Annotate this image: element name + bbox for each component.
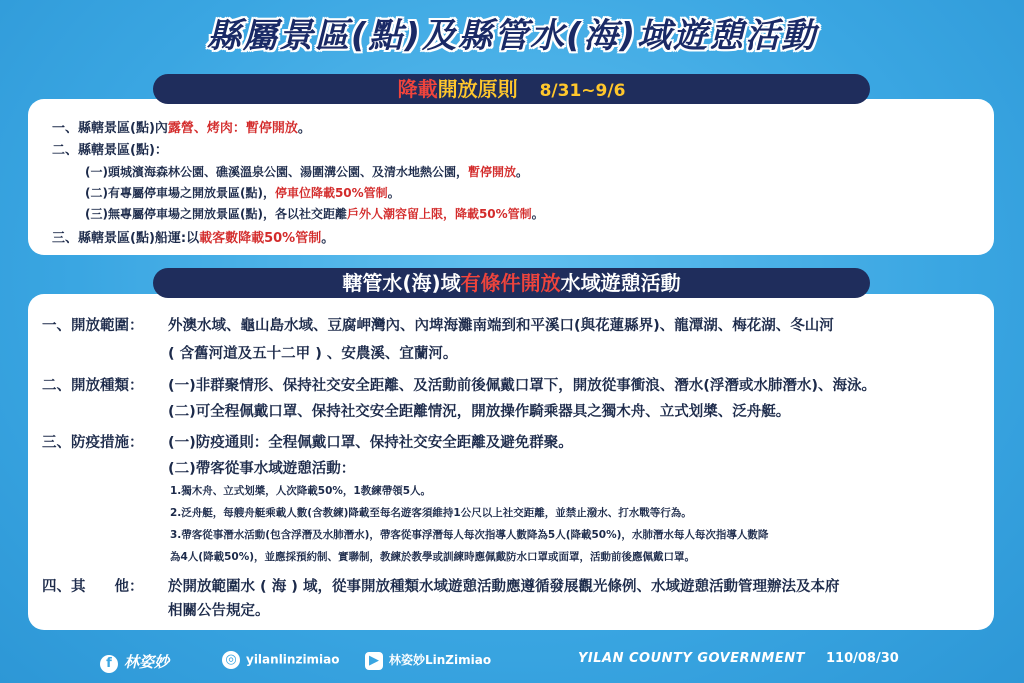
s1-item-2b: (二)有專屬停車場之開放景區(點)，停車位降載50%管制。 [85, 186, 400, 200]
footer-date: 110/08/30 [826, 651, 899, 666]
s1-item-2: 二、縣轄景區(點)： [52, 143, 168, 158]
section2-header: 轄管水(海)域有條件開放水域遊憩活動 [153, 268, 870, 298]
s2-measures-item1: 1.獨木舟、立式划槳，人次降載50%，1教練帶領5人。 [170, 485, 432, 497]
instagram-icon: ◎ [222, 651, 240, 669]
footer [0, 641, 1024, 683]
section1-header-red: 降載 [397, 77, 438, 101]
section1-header [153, 74, 870, 104]
s2-other-line1: 於開放範圍水 ( 海 ) 域，從事開放種類水域遊憩活動應遵循發展觀光條例、水域遊憩活動管理辦法及本府 [168, 579, 840, 595]
s2-label-measures: 三、防疫措施： [42, 435, 144, 451]
s2-label-types: 二、開放種類： [42, 378, 144, 394]
page-title: 縣屬景區(點)及縣管水(海)域遊憩活動 [206, 16, 818, 56]
s2-measures-item2: 2.泛舟艇，每艘舟艇乘載人數(含教練)降載至每名遊客須維持1公尺以上社交距離，並禁止潑水、打水戰等行為。 [170, 507, 692, 519]
s1-item-1: 一、縣轄景區(點)內露營、烤肉：暫停開放。 [52, 121, 311, 136]
s2-other-line2: 相關公告規定。 [168, 603, 270, 619]
section1-header-yellow: 開放原則 [437, 77, 518, 101]
s2-measures-general: (一)防疫通則：全程佩戴口罩、保持社交安全距離及避免群聚。 [168, 435, 573, 451]
s2-types-line1: (一)非群聚情形、保持社交安全距離、及活動前後佩戴口罩下，開放從事衝浪、潛水(浮潛或水肺潛水)、海泳。 [168, 378, 877, 394]
section2-panel [28, 294, 994, 630]
s2-label-scope: 一、開放範圍： [42, 318, 144, 334]
s2-measures-item3a: 3.帶客從事潛水活動(包含浮潛及水肺潛水)，帶客從事浮潛每人每次指導人數降為5人(降載50%)，水肺潛水每人每次指導人數降 [170, 529, 769, 541]
s1-item-2c: (三)無專屬停車場之開放景區(點)，各以社交距離戶外人潮容留上限，降載50%管制。 [85, 207, 544, 221]
youtube-icon: ▶ [365, 652, 383, 670]
footer-facebook[interactable]: f 林姿妙 [100, 651, 169, 673]
s2-types-line2: (二)可全程佩戴口罩、保持社交安全距離情況，開放操作騎乘器具之獨木舟、立式划槳、泛舟艇。 [168, 404, 791, 420]
s2-measures-item3b: 為4人(降載50%)，並應採預約制、實聯制，教練於教學或訓練時應佩戴防水口罩或面罩，活動前後應佩戴口罩。 [170, 551, 696, 563]
s2-label-other: 四、其 他： [42, 579, 144, 595]
s2-scope-line2: ( 含舊河道及五十二甲 ) 、安農溪、宜蘭河。 [168, 346, 458, 362]
s1-item-2a: (一)頭城濱海森林公園、礁溪溫泉公園、湯圍溝公園、及清水地熱公園，暫停開放。 [85, 165, 529, 179]
s2-measures-guided: (二)帶客從事水域遊憩活動： [168, 461, 356, 477]
section1-date-range: 8/31~9/6 [539, 81, 626, 101]
s2-scope-line1: 外澳水域、龜山島水域、豆腐岬灣內、內埤海灘南端到和平溪口(與花蓮縣界)、龍潭湖、梅花湖、冬山河 [168, 318, 834, 334]
footer-instagram[interactable]: ◎ yilanlinzimiao [222, 651, 340, 669]
footer-government: YILAN COUNTY GOVERNMENT [578, 651, 805, 666]
s1-item-3: 三、縣轄景區(點)船運:以載客數降載50%管制。 [52, 231, 335, 246]
section1-panel [28, 99, 994, 255]
footer-youtube[interactable]: ▶ 林姿妙LinZimiao [365, 651, 491, 670]
facebook-icon: f [100, 655, 118, 673]
